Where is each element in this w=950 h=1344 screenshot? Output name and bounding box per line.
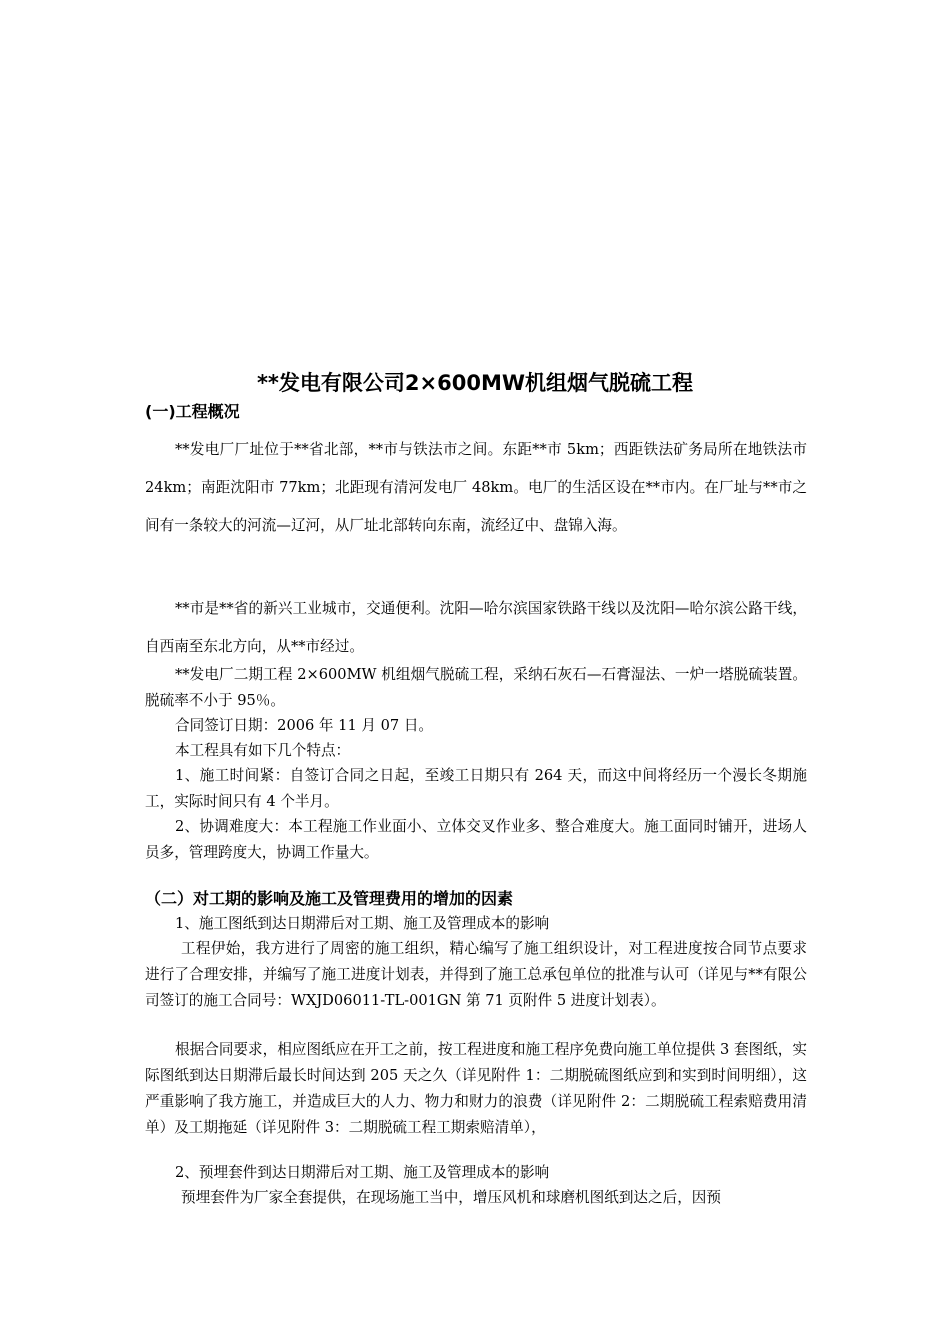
- document-title: **发电有限公司2×600MW机组烟气脱硫工程: [256, 371, 694, 395]
- paragraph-contract-date: 合同签订日期：2006 年 11 月 07 日。: [175, 717, 434, 734]
- paragraph-transport: **市是**省的新兴工业城市，交通便利。沈阳—哈尔滨国家铁路干线以及沈阳—哈尔滨公路干线，自西南至东北方向，从**市经过。: [145, 600, 807, 655]
- paragraph-embedded-parts-heading: 2、预埋套件到达日期滞后对工期、施工及管理成本的影响: [175, 1164, 550, 1181]
- paragraph-location: **发电厂厂址位于**省北部，**市与铁法市之间。东距**市 5km；西距铁法矿务局所在地铁法市 24km；南距沈阳市 77km；北距现有清河发电厂 48km。电厂的生活区设在**市内。在厂址与**市之间有一条较大的河流—辽河，从厂址北部转向东南，流经辽中、盘锦入海。: [145, 441, 807, 534]
- paragraph-feature-2: 2、协调难度大：本工程施工作业面小、立体交叉作业多、整合难度大。施工面同时铺开，进场人员多，管理跨度大，协调工作量大。: [145, 818, 807, 861]
- paragraph-drawing-delay: 根据合同要求，相应图纸应在开工之前，按工程进度和施工程序免费向施工单位提供 3 套图纸，实际图纸到达日期滞后最长时间达到 205 天之久（详见附件 1：二期脱硫图纸应到和实到时间明细），这严重影响了我方施工，并造成巨大的人力、物力和财力的浪费（详见附件 2：二期脱硫工程索赔费用清单）及工期拖延（详见附件 3：二期脱硫工程工期索赔清单），: [145, 1041, 807, 1136]
- section-heading-impact: （二）对工期的影响及施工及管理费用的增加的因素: [145, 889, 514, 908]
- paragraph-project-scope: **发电厂二期工程 2×600MW 机组烟气脱硫工程，采纳石灰石—石膏湿法、一炉一塔脱硫装置。脱硫率不小于 95％。: [145, 666, 807, 709]
- paragraph-drawings-heading: 1、施工图纸到达日期滞后对工期、施工及管理成本的影响: [175, 915, 550, 932]
- paragraph-organization: 工程伊始，我方进行了周密的施工组织，精心编写了施工组织设计，对工程进度按合同节点要求进行了合理安排，并编写了施工进度计划表，并得到了施工总承包单位的批准与认可（详见与**有限公司签订的施工合同号：WXJD06011-TL-001GN 第 71 页附件 5 进度计划表）。: [145, 940, 807, 1009]
- paragraph-feature-1: 1、施工时间紧：自签订合同之日起，至竣工日期只有 264 天，而这中间将经历一个漫长冬期施工，实际时间只有 4 个半月。: [145, 767, 807, 810]
- paragraph-embedded-parts: 预埋套件为厂家全套提供，在现场施工当中，增压风机和球磨机图纸到达之后，因预: [181, 1189, 721, 1206]
- section-heading-overview: (一)工程概况: [145, 402, 240, 421]
- paragraph-features-intro: 本工程具有如下几个特点：: [175, 742, 351, 759]
